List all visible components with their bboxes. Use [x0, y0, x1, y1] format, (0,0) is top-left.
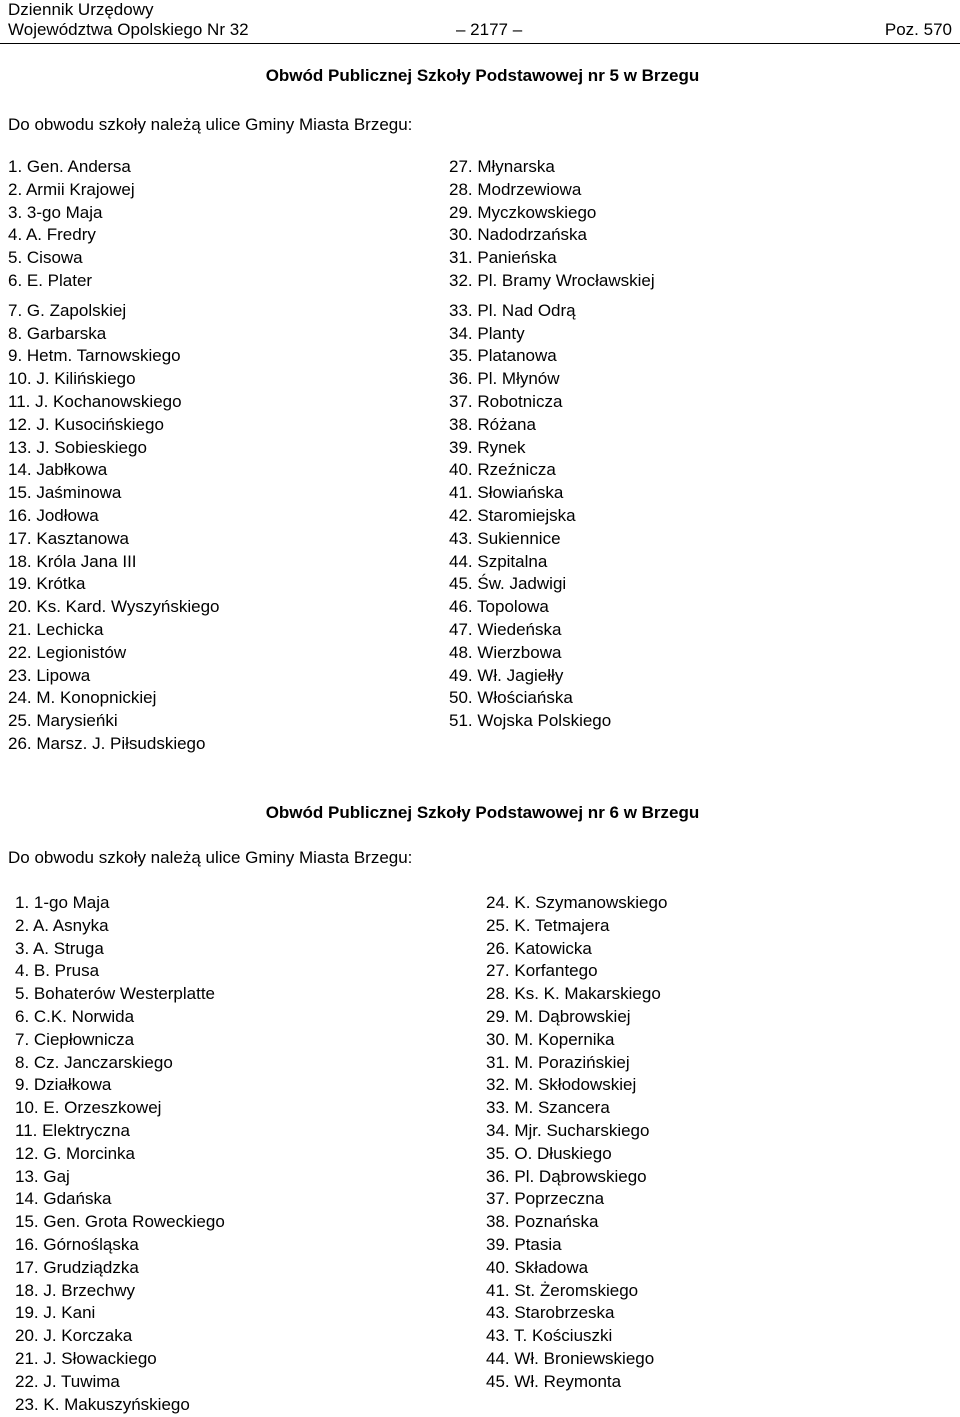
street-list-item: 38. Poznańska: [486, 1212, 599, 1232]
street-list-school-6-left: [15, 892, 225, 1416]
header-divider: [0, 43, 960, 44]
street-list-item: 3. 3-go Maja: [8, 202, 103, 222]
street-list-item: 6. E. Plater: [8, 270, 93, 290]
street-list-item: 33. M. Szancera: [486, 1098, 610, 1118]
street-list-item: 12. G. Morcinka: [15, 1143, 135, 1163]
street-list-item: 14. Jabłkowa: [8, 460, 108, 480]
street-list-item: 27. Młynarska: [449, 157, 555, 176]
street-list-item: 29. M. Dąbrowskiej: [486, 1006, 631, 1026]
street-list-item: 22. Legionistów: [8, 642, 127, 662]
street-list-item: 18. Króla Jana III: [8, 551, 137, 571]
street-list-item: 11. Elektryczna: [15, 1120, 130, 1140]
street-list-item: 19. Krótka: [8, 574, 86, 594]
street-list-item: 24. K. Szymanowskiego: [486, 893, 668, 912]
street-list-item: 41. St. Żeromskiego: [486, 1280, 639, 1300]
street-list-item: 21. Lechicka: [8, 619, 104, 639]
street-list-item: 7. Ciepłownicza: [15, 1029, 135, 1049]
street-list-item: 40. Składowa: [486, 1257, 589, 1277]
street-list-item: 46. Topolowa: [449, 597, 549, 617]
section-intro-school-5: Do obwodu szkoły należą ulice Gminy Miasta Brzegu:: [8, 115, 413, 134]
position-number: Poz. 570: [884, 20, 952, 39]
street-list-item: 16. Górnośląska: [15, 1234, 139, 1254]
journal-title: Dziennik Urzędowy: [8, 0, 154, 19]
street-list-item: 10. J. Kilińskiego: [8, 369, 136, 389]
street-list-item: 17. Grudziądzka: [15, 1257, 139, 1277]
street-list-item: 37. Robotnicza: [449, 391, 563, 411]
street-list-item: 49. Wł. Jagiełły: [449, 665, 564, 685]
street-list-school-5-right: [449, 156, 655, 733]
street-list-item: 31. M. Porazińskiej: [486, 1052, 630, 1072]
street-list-item: 29. Myczkowskiego: [449, 202, 597, 222]
street-list-item: 7. G. Zapolskiej: [8, 300, 127, 320]
section-intro-school-6: Do obwodu szkoły należą ulice Gminy Miasta Brzegu:: [8, 848, 413, 867]
street-list-item: 25. Marysieńki: [8, 711, 118, 731]
street-list-item: 10. E. Orzeszkowej: [15, 1098, 162, 1118]
street-list-item: 31. Panieńska: [449, 248, 557, 268]
street-list-item: 2. Armii Krajowej: [8, 179, 135, 199]
street-list-item: 30. M. Kopernika: [486, 1029, 615, 1049]
street-list-item: 47. Wiedeńska: [449, 619, 562, 639]
street-list-item: 39. Ptasia: [486, 1234, 562, 1254]
street-list-item: 38. Różana: [449, 414, 536, 434]
street-list-item: 4. B. Prusa: [15, 961, 100, 981]
street-list-school-5-left: [8, 156, 220, 756]
street-list-item: 35. O. Dłuskiego: [486, 1143, 612, 1163]
street-list-item: 13. Gaj: [15, 1166, 70, 1186]
street-list-item: 19. J. Kani: [15, 1303, 96, 1323]
street-list-item: 8. Cz. Janczarskiego: [15, 1052, 173, 1072]
page-number: – 2177 –: [456, 20, 523, 39]
street-list-item: 26. Marsz. J. Piłsudskiego: [8, 733, 206, 753]
street-list-item: 3. A. Struga: [15, 938, 104, 958]
street-list-item: 9. Działkowa: [15, 1075, 112, 1095]
street-list-item: 11. J. Kochanowskiego: [8, 391, 182, 411]
street-list-item: 28. Modrzewiowa: [449, 179, 582, 199]
street-list-item: 14. Gdańska: [15, 1189, 112, 1209]
street-list-item: 26. Katowicka: [486, 938, 592, 958]
street-list-item: 1. Gen. Andersa: [8, 157, 131, 176]
street-list-item: 16. Jodłowa: [8, 505, 99, 525]
street-list-item: 36. Pl. Młynów: [449, 369, 560, 389]
street-list-item: 5. Bohaterów Westerplatte: [15, 984, 216, 1004]
journal-issue: Województwa Opolskiego Nr 32: [8, 20, 249, 39]
street-list-item: 23. Lipowa: [8, 665, 91, 685]
section-title-school-5: Obwód Publicznej Szkoły Podstawowej nr 5 w Brzegu: [265, 66, 700, 85]
street-list-item: 2. A. Asnyka: [15, 915, 109, 935]
street-list-item: 25. K. Tetmajera: [486, 915, 610, 935]
street-list-item: 20. J. Korczaka: [15, 1326, 133, 1346]
street-list-item: 34. Mjr. Sucharskiego: [486, 1120, 650, 1140]
street-list-item: 37. Poprzeczna: [486, 1189, 605, 1209]
street-list-item: 43. T. Kościuszki: [486, 1326, 613, 1346]
street-list-item: 32. Pl. Bramy Wrocławskiej: [449, 270, 655, 290]
street-list-item: 45. Św. Jadwigi: [449, 574, 567, 594]
street-list-item: 20. Ks. Kard. Wyszyńskiego: [8, 597, 220, 617]
street-list-item: 15. Jaśminowa: [8, 483, 122, 503]
street-list-item: 18. J. Brzechwy: [15, 1280, 135, 1300]
street-list-item: 40. Rzeźnicza: [449, 460, 556, 480]
street-list-item: 41. Słowiańska: [449, 483, 564, 503]
street-list-item: 39. Rynek: [449, 437, 526, 457]
section-title-school-6: Obwód Publicznej Szkoły Podstawowej nr 6 w Brzegu: [265, 803, 700, 822]
street-list-item: 12. J. Kusocińskiego: [8, 414, 164, 434]
street-list-item: 6. C.K. Norwida: [15, 1006, 135, 1026]
street-list-item: 30. Nadodrzańska: [449, 225, 587, 245]
page-header: [8, 0, 952, 44]
street-list-item: 9. Hetm. Tarnowskiego: [8, 346, 181, 366]
street-list-item: 8. Garbarska: [8, 323, 107, 343]
street-list-item: 21. J. Słowackiego: [15, 1348, 157, 1368]
street-list-item: 36. Pl. Dąbrowskiego: [486, 1166, 647, 1186]
street-list-item: 15. Gen. Grota Roweckiego: [15, 1212, 225, 1232]
street-list-item: 44. Szpitalna: [449, 551, 548, 571]
street-list-item: 48. Wierzbowa: [449, 642, 562, 662]
street-list-item: 43. Starobrzeska: [486, 1303, 615, 1323]
street-list-item: 32. M. Skłodowskiej: [486, 1075, 637, 1095]
street-list-school-6-right: [486, 892, 667, 1394]
street-list-item: 13. J. Sobieskiego: [8, 437, 147, 457]
street-list-item: 50. Włościańska: [449, 688, 573, 708]
street-list-item: 24. M. Konopnickiej: [8, 688, 157, 708]
street-list-item: 22. J. Tuwima: [15, 1371, 120, 1391]
street-list-item: 28. Ks. K. Makarskiego: [486, 984, 661, 1004]
street-list-item: 1. 1-go Maja: [15, 893, 110, 912]
street-list-item: 51. Wojska Polskiego: [449, 711, 612, 731]
street-list-item: 35. Platanowa: [449, 346, 557, 366]
street-list-item: 43. Sukiennice: [449, 528, 561, 548]
street-list-item: 42. Staromiejska: [449, 505, 576, 525]
street-list-item: 17. Kasztanowa: [8, 528, 129, 548]
street-list-item: 33. Pl. Nad Odrą: [449, 300, 576, 320]
street-list-item: 23. K. Makuszyńskiego: [15, 1394, 190, 1414]
street-list-item: 44. Wł. Broniewskiego: [486, 1348, 655, 1368]
street-list-item: 4. A. Fredry: [8, 225, 96, 245]
street-list-item: 45. Wł. Reymonta: [486, 1371, 622, 1391]
street-list-item: 5. Cisowa: [8, 248, 83, 268]
street-list-item: 27. Korfantego: [486, 961, 598, 981]
street-list-item: 34. Planty: [449, 323, 525, 343]
